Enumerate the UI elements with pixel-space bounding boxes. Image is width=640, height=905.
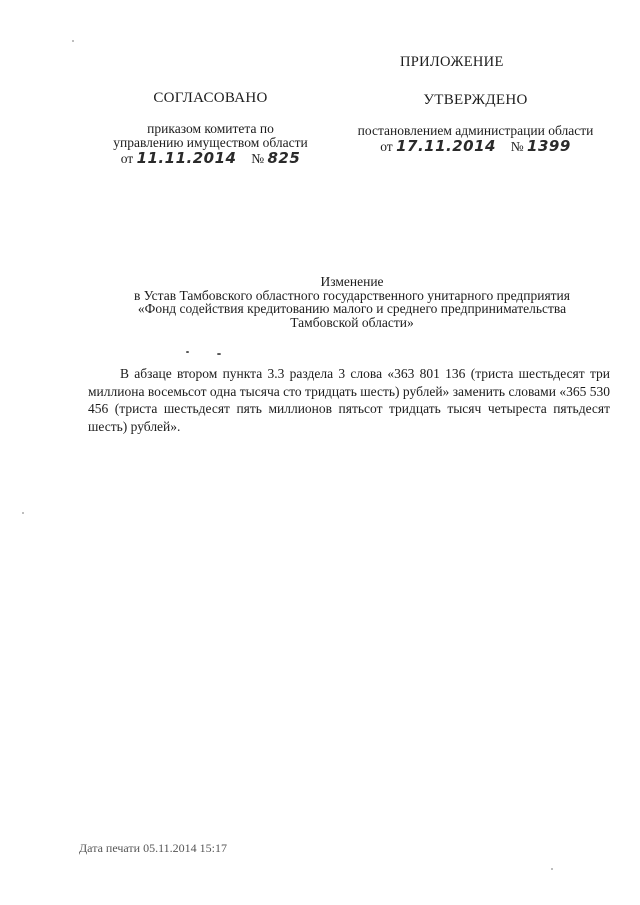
document-subtitle-line-3: Тамбовской области» — [290, 314, 414, 330]
scan-speck — [551, 868, 553, 870]
approved-heading: УТВЕРЖДЕНО — [423, 92, 528, 108]
scan-speck — [72, 40, 74, 42]
approved-date-number-line — [380, 138, 571, 155]
document-title: Изменение — [320, 274, 384, 289]
agreed-prefix: от — [120, 151, 134, 166]
scan-speck — [186, 351, 189, 353]
document-title-block — [72, 275, 632, 329]
agreed-block — [88, 90, 333, 168]
agreed-date: 11.11.2014 — [136, 149, 237, 167]
approved-prefix: от — [380, 139, 393, 154]
agreed-line-1: приказом комитета по — [147, 121, 274, 136]
approved-date: 17.11.2014 — [396, 137, 496, 155]
approved-number: 1399 — [527, 137, 571, 155]
agreed-heading: СОГЛАСОВАНО — [153, 90, 268, 106]
scan-speck — [217, 353, 221, 355]
document-subtitle-line-2: «Фонд содействия кредитованию малого и среднего предпринимательства — [137, 301, 567, 316]
document-subtitle-line-1: в Устав Тамбовского областного государственного унитарного предприятия — [133, 287, 570, 303]
approved-line-1: постановлением администрации области — [357, 123, 594, 138]
approved-number-sign: № — [510, 139, 524, 154]
agreed-line-2: управлению имуществом области — [113, 135, 308, 150]
annex-title: ПРИЛОЖЕНИЕ — [400, 54, 504, 70]
agreed-number-sign: № — [251, 151, 265, 166]
print-date: Дата печати 05.11.2014 15:17 — [79, 841, 227, 855]
agreed-number: 825 — [267, 149, 301, 167]
agreed-date-number-line — [121, 150, 301, 167]
document-body: В абзаце втором пункта 3.3 раздела 3 слова «363 801 136 (триста шестьдесят три миллиона восемьсот одна тысяча сто тридцать шесть) рублей» заменить словами «365 530 456 (триста шестьдесят пять миллионов пятьсот тридцать тысяч четыреста пятьдесят шесть) рублей». — [88, 366, 610, 434]
approved-block — [338, 92, 613, 156]
scan-speck — [22, 512, 24, 514]
